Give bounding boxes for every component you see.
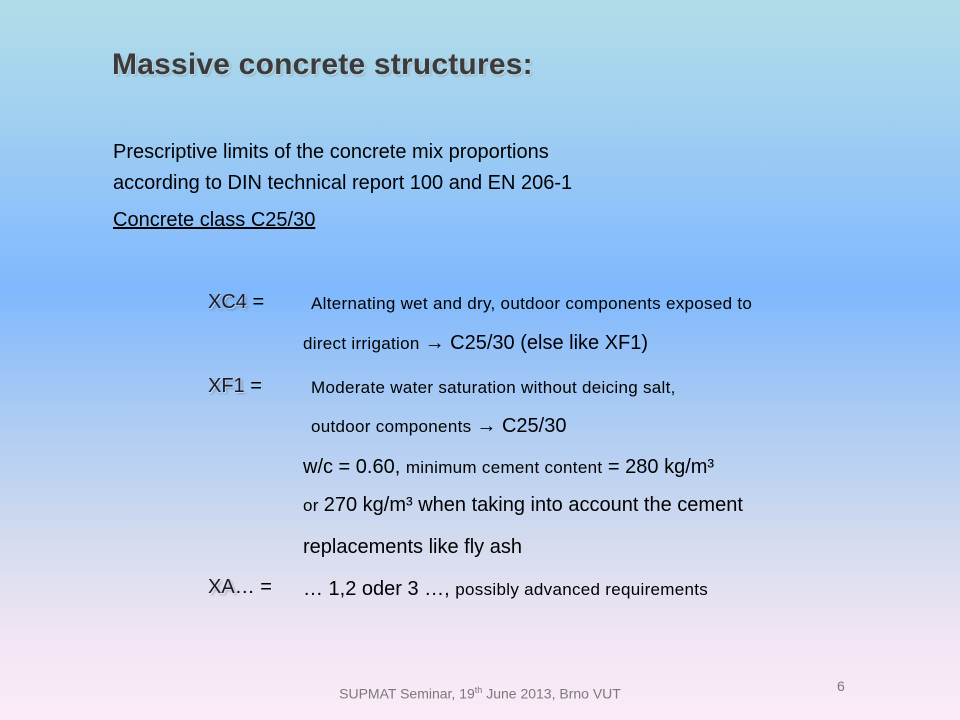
xf1-replacements-line: replacements like fly ash: [303, 536, 522, 558]
xc4-equals: =: [246, 291, 265, 313]
concrete-class-heading: Concrete class C25/30: [113, 209, 316, 231]
xc4-irrigation-text: direct irrigation: [303, 334, 425, 353]
xf1-description-line-2: [311, 415, 566, 438]
xa-description: [303, 578, 708, 601]
footer-text: [0, 685, 960, 702]
xf1-wc-ratio: w/c = 0.60,: [303, 456, 406, 478]
xf1-or-line: [303, 494, 743, 517]
xc4-description-line-1: Alternating wet and dry, outdoor components exposed to: [311, 294, 753, 313]
xf1-code-label: XF1: [208, 375, 245, 397]
xf1-equals: =: [244, 375, 262, 397]
xa-code-label: XA: [208, 576, 235, 598]
page-number: 6: [837, 678, 845, 694]
intro-text: [113, 137, 572, 199]
xf1-description-line-1: Moderate water saturation without deicing salt,: [311, 378, 676, 397]
xf1-components-text: outdoor components: [311, 417, 477, 436]
xf1-min-cement-label: minimum cement content: [405, 458, 603, 477]
arrow-right-icon: →: [476, 415, 497, 437]
intro-line-2: according to DIN technical report 100 and EN 206-1: [113, 172, 573, 194]
slide-title: Massive concrete structures:: [112, 48, 533, 81]
xc4-description-line-2: [303, 332, 648, 355]
xf1-min-cement-value: = 280 kg/m³: [602, 456, 715, 478]
xa-code: [208, 576, 272, 599]
xf1-class-text: C25/30: [496, 415, 567, 437]
xc4-class-text: C25/30 (else like XF1): [444, 332, 649, 354]
xa-requirements-text: possibly advanced requirements: [455, 580, 709, 599]
arrow-right-icon: →: [424, 332, 445, 354]
xc4-code-label: XC4: [208, 291, 247, 313]
xf1-wc-line: [303, 456, 714, 479]
xf1-or-word: or: [303, 496, 324, 515]
xc4-code: [208, 291, 264, 314]
footer-pre: SUPMAT Seminar, 19: [339, 685, 475, 702]
xf1-code: [208, 375, 262, 398]
xa-classes-text: … 1,2 oder 3 …,: [303, 578, 456, 600]
xa-equals: … =: [234, 576, 272, 598]
footer-sup: th: [474, 685, 483, 695]
intro-line-1: Prescriptive limits of the concrete mix proportions: [113, 141, 549, 163]
footer-post: June 2013, Brno VUT: [482, 685, 621, 702]
xf1-alt-cement-value: 270 kg/m³ when taking into account the cement: [323, 494, 743, 516]
